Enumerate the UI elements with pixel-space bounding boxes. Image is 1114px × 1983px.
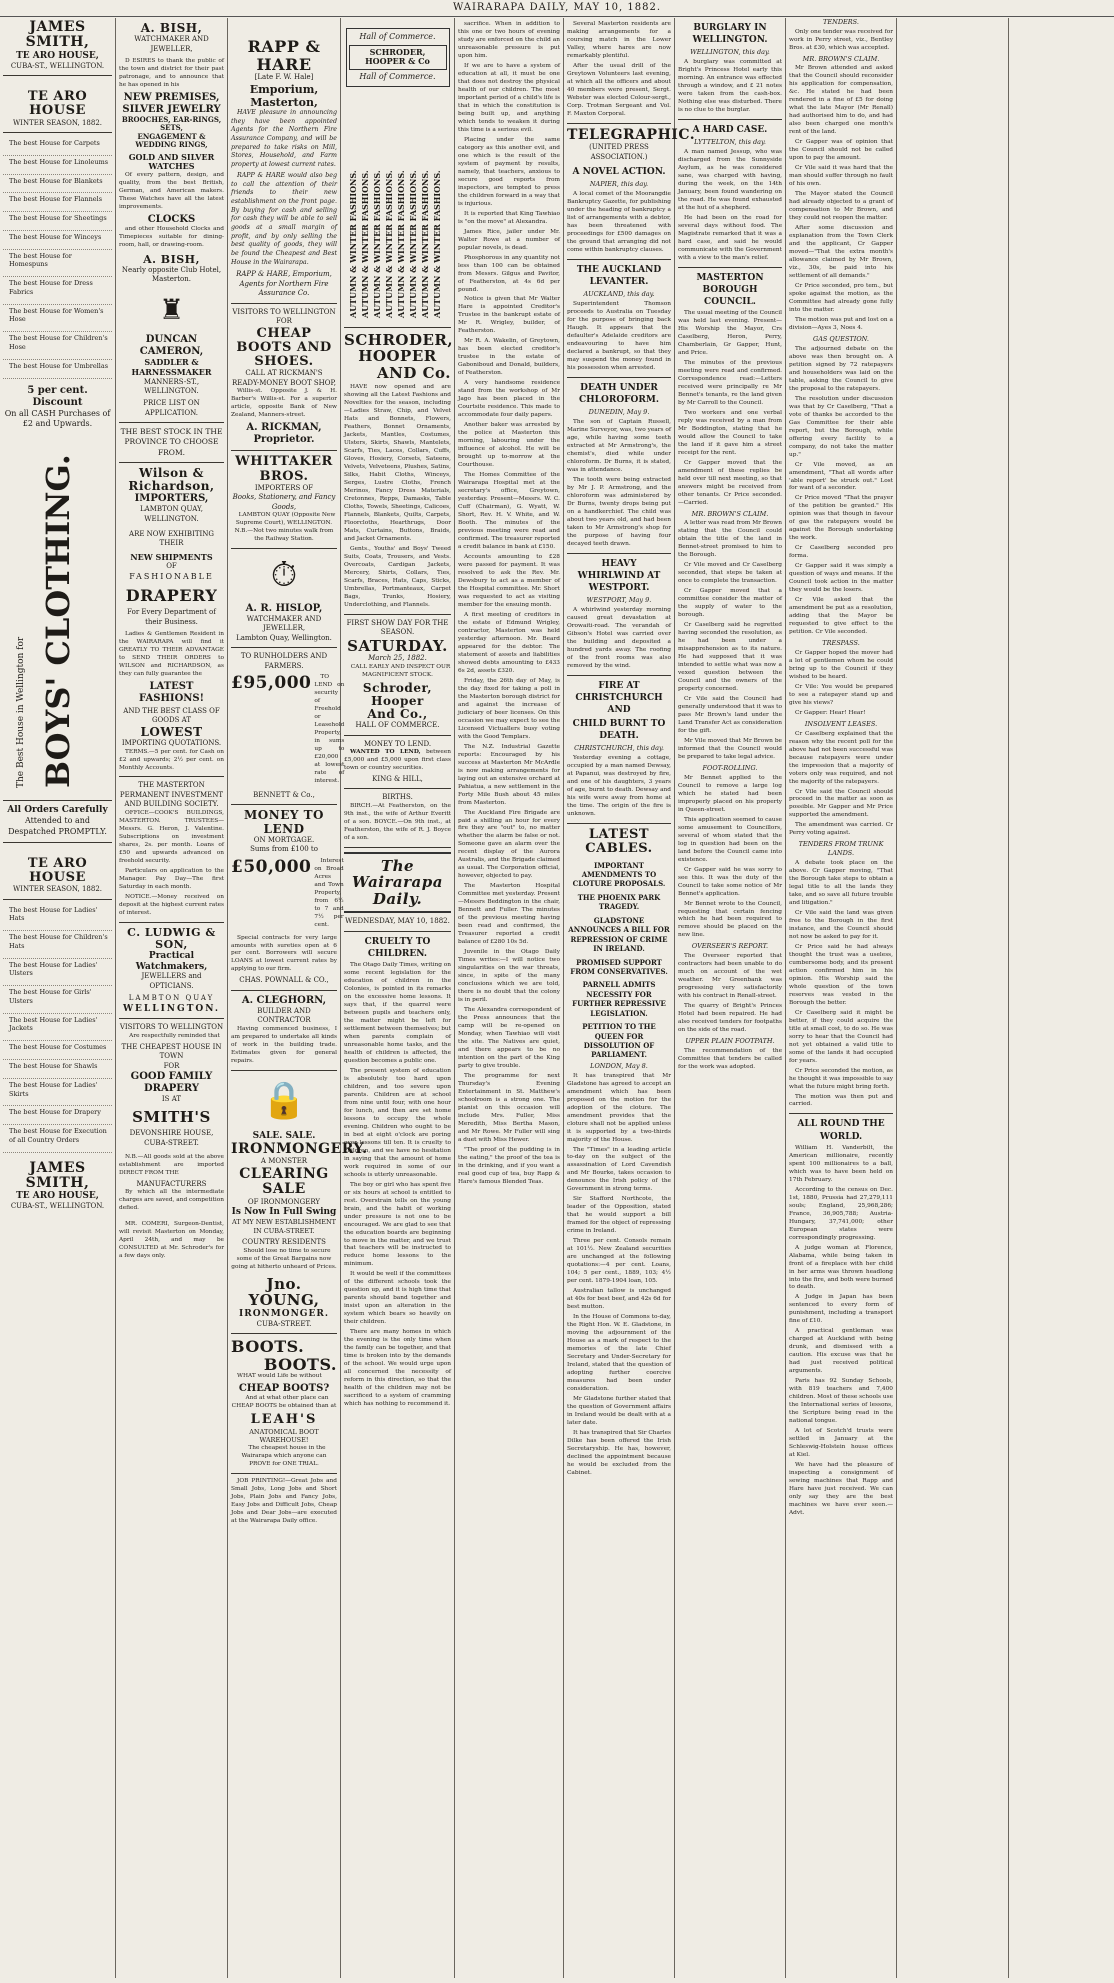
list-item: The best House for Homespuns (3, 250, 112, 278)
winter-season-2: WINTER SEASON, 1882. (12, 885, 103, 894)
overseer-report: OVERSEER'S REPORT. (691, 942, 769, 951)
every-dept: For Every Department of their Business. (127, 608, 216, 626)
westport: WESTPORT, May 9. (586, 595, 652, 604)
wanted-to-lend: WANTED TO LEND, (350, 749, 421, 756)
saddle-icon: ♜ (158, 292, 185, 326)
devonshire: DEVONSHIRE HOUSE, (129, 1129, 214, 1138)
builder: BUILDER AND CONTRACTOR (257, 1006, 311, 1025)
list-item: The best House for Carpets (3, 137, 112, 156)
mr-brown-claim: MR. BROWN'S CLAIM. (691, 509, 769, 518)
auckland-levanter: THE AUCKLAND LEVANTER. (576, 264, 662, 287)
hall-top: Hall of Commerce. (359, 32, 436, 41)
saddler-title: SADDLER & HARNESSMAKER (131, 357, 212, 377)
clearing-sale: CLEARING SALE (239, 1165, 329, 1198)
vertical-word: AUTUMN & WINTER FASHIONS. (360, 170, 370, 318)
discount-heading: 5 per cent. Discount (27, 384, 88, 408)
column-9 (897, 18, 1009, 1978)
list-item: The best House for Drapery (3, 1106, 112, 1125)
christchurch: CHRISTCHURCH, this day. (574, 744, 664, 753)
phoenix-park: THE PHOENIX PARK TRAGEDY. (577, 892, 661, 912)
smiths: SMITH'S (132, 1107, 211, 1126)
ironmongery: IRONMONGERY. (231, 1141, 368, 1158)
ironmonger: IRONMONGER. (239, 1308, 329, 1319)
upper-plain: UPPER PLAIN FOOTPATH. (685, 1037, 775, 1046)
now-exhibiting: ARE NOW EXHIBITING THEIR (129, 529, 214, 548)
gas-question: GAS QUESTION. (813, 334, 869, 343)
death-chloroform: DEATH UNDER CHLOROFORM. (579, 382, 659, 405)
jno-young: Jno. YOUNG, (248, 1274, 320, 1310)
and-co: AND Co. (377, 363, 451, 382)
is-at: IS AT (161, 1095, 182, 1104)
bennett: BENNETT & Co., (253, 790, 315, 799)
column-2: A. BISH, WATCHMAKER AND JEWELLER, D ESIRES to thank the public of the town and district for their past patronage, and to announce that he has opened in his NEW PREMISES, SILVER JEWELRY BROOCHES, EAR-RINGS, SETS, ENGAGEMENT & WEDDING RINGS, GOLD AND SILVER WATCHES Of every pattern, design, and quality, from the best British, German, and American makers. These Watches have all the latest improvements. CLOCKS and other Household Clocks and Timepieces suitable for dining-room, hall, or drawing-room. A. BISH, Nearly opposite Club Hotel, Masterton. ♜ DUNCAN CAMERON, SADDLER & HARNESSMAKER MANNERS-ST., WELLINGTON. PRICE LIST ON APPLICATION. THE BEST STOCK IN THE PROVINCE TO CHOOSE FROM. Wilson & Richardson, IMPORTERS, LAMBTON QUAY, WELLINGTON. ARE NOW EXHIBITING THEIR NEW SHIPMENTS OF FASHIONABLE DRAPERY For Every Department of their Business. Ladies & Gentlemen Resident in the WAIRARAPA will find it GREATLY TO THEIR ADVANTAGE to SEND THEIR ORDERS to WILSON and RICHARDSON, as they can fully guarantee the LATEST FASHIONS! AND THE BEST CLASS OF GOODS AT LOWEST IMPORTING QUOTATIONS. TERMS.—5 per cent. for Cash on £2 and upwards; 2½ per cent. on Monthly Accounts. THE MASTERTON PERMANENT INVESTMENT AND BUILDING SOCIETY. OFFICE—COOK'S BUILDINGS, MASTERTON. TRUSTEES—Messrs. G. Heron, J. Valentine. Subscriptions on investment shares, 2s. per month. Loans of £50 and upwards advanced on freehold security. Particulars on application to the Manager. Pay Day—The first Saturday in each month. NOTICE.—Money received on deposit at the highest current rates of interest. C. LUDWIG & SON, Practical Watchmakers, JEWELLERS and OPTICIANS. LAMBTON QUAY WELLINGTON. VISITORS TO WELLINGTON Are respectfully reminded that THE CHEAPEST HOUSE IN TOWN FOR GOOD FAMILY DRAPERY IS AT SMITH'S DEVONSHIRE HOUSE, CUBA-STREET. N.B.—All goods sold at the above establishment are imported DIRECT FROM THE MANUFACTURERS By which all the intermediate charges are saved, and competition defied. MR. COMERI, Surgeon-Dentist, will revisit Masterton on Monday, April 24th, and may be CONSULTED at Mr. Schroder's for a few days only. (116, 18, 228, 1978)
emporium: Emporium, Masterton, (249, 82, 319, 109)
duncan-title: DUNCAN CAMERON, (139, 334, 204, 358)
hall-of-commerce-logo (346, 28, 450, 87)
cheap-boots-q: CHEAP BOOTS? (238, 1383, 330, 1395)
importers-of: IMPORTERS OF (254, 483, 314, 492)
petition: PETITION TO THE QUEEN FOR DISSOLUTION OF PARLIAMENT. (582, 1022, 656, 1060)
latest-fashions: LATEST FASHIONS! (138, 681, 205, 705)
paper-date: WEDNESDAY, MAY 10, 1882. (345, 917, 450, 926)
boots-2: BOOTS. (263, 1354, 337, 1374)
novel-action: A NOVEL ACTION. (572, 167, 666, 178)
lowest: LOWEST (140, 724, 203, 739)
king-hill: KING & HILL, (372, 775, 423, 784)
vertical-word: AUTUMN & WINTER FASHIONS. (408, 170, 418, 318)
whittaker: WHITTAKER BROS. (235, 454, 333, 484)
runholders: TO RUNHOLDERS AND FARMERS. (240, 652, 328, 670)
saturday: SATURDAY. (347, 636, 448, 655)
column-4: Hall of Commerce. SCHRODER, HOOPER & Co Hall of Commerce. AUTUMN & WINTER FASHIONS. AUTUMN & WINTER FASHIONS. AUTUMN & WINTER FASHIONS. AUTUMN & WINTER FASHIONS. AUTUMN & WINTER FASHIONS. AUTUMN & WINTER FASHIONS. AUTUMN & WINTER FASHIONS. AUTUMN & WINTER FASHIONS. SCHRODER, HOOPER AND Co. HAVE now opened and are showing all the Latest Fashions and Novelties for the season, including—Ladies Straw, Chip, and Velvet Hats and Bonnets, Flowers, Feathers, Bonnet Ornaments, Jackets, Mantles, Costumes, Ulsters, Skirts, Shawls, Mantelets, Scarfs, Ties, Laces, Collars, Cuffs, Gloves, Hosiery, Corsets, Sateens, Velvets, Velveteens, Plushes, Satins, Silks, Habit Cloths, Winceys, Serges, Lustre Cloths, French Merinos, Fancy Dress Materials, Cretonnes, Repps, Damasks, Table Cloths, Towels, Sheetings, Calicoes, Flannels, Blankets, Quilts, Carpets, Floorcloths, Hearthrugs, Door Mats, Curtains, Buttons, Braids, and Jacket Ornaments. Gents., Youths' and Boys' Tweed Suits, Coats, Trousers, and Vests. Overcoats, Cardigan Jackets, Mercery, Shirts, Collars, Ties, Scarfs, Braces, Hats, Caps, Sticks, Umbrellas, Portmanteaux, Carpet Bags, Trunks, Hosiery, Underclothing, and Flannels. FIRST SHOW DAY FOR THE SEASON. SATURDAY. March 25, 1882. CALL EARLY AND INSPECT OUR MAGNIFICENT STOCK. Schroder, Hooper And Co., HALL OF COMMERCE. MONEY TO LEND. WANTED TO LEND, between £5,000 and £5,000 upon first class town or country securities. KING & HILL, BIRTHS. BIRCH.—At Featherston, on the 9th inst., the wife of Arthur Everitt of a son. BOYCE.—On 9th inst., at Featherston, the wife of R. J. Boyce of a son. The Wairarapa Daily. WEDNESDAY, MAY 10, 1882. CRUELTY TO CHILDREN. The Otago Daily Times, writing on some recent legislation for the education of children in the Colonies, is pointed in its remarks on the excessive home lessons. It says that, if the quarrel were between pupils and teachers only, the matter might be left for settlement between themselves; but when parents complain of unreasonable home tasks, and the health of children is affected, the question becomes a public one. The present system of education is absolutely too hard upon children, and too severe upon parents. Children are at school from nine until four, with one hour for lunch, and then are set home lessons to occupy the whole evening. Children who ought to be in bed at eight o'clock are poring over lessons till ten. It is cruelty to children, and we have no hesitation in saying that the amount of home work required in some of our schools is utterly unreasonable. The boy or girl who has spent five or six hours at school is entitled to rest. Overstrain tells on the young brain, and the habit of working under pressure is not one to be encouraged. We are glad to see that the education boards are beginning to move in the matter, and we trust that teachers will be instructed to reduce home lessons to the minimum. It would be well if the committees of the different schools took the question up, and it is high time that parents should band together and insist upon an alteration in the system which bears so heavily on their children. There are many homes in which the evening is the only time when the family can be together, and that time is broken into by the demands of the school. We would urge upon all concerned the necessity of reform in this direction, so that the health of the children may not be sacrificed to a system of cramming which has nothing to recommend it. (341, 18, 455, 1978)
show-date: March 25, 1882. (368, 654, 427, 663)
on-mortgage: ON MORTGAGE. (253, 835, 315, 844)
vertical-word: AUTUMN & WINTER FASHIONS. (432, 170, 442, 318)
price-list: PRICE LIST ON APPLICATION. (143, 399, 200, 417)
practical: Practical Watchmakers, (135, 950, 208, 972)
money-95: £95,000 (231, 673, 312, 694)
masthead: WAIRARAPA DAILY, MAY 10, 1882. (0, 0, 1114, 17)
paper-title: The Wairarapa Daily. (344, 852, 451, 914)
napier: NAPIER, this day. (589, 180, 649, 189)
te-aro-title-2: TE ARO HOUSE, (16, 1191, 99, 1202)
hislop-sub: WATCHMAKER AND JEWELLER, (246, 615, 322, 633)
jewellers: JEWELLERS and OPTICIANS. (141, 972, 202, 990)
for-word: FOR (163, 1061, 180, 1070)
fire-christchurch: FIRE AT CHRISTCHURCH AND (575, 680, 663, 715)
tenders: TENDERS. (823, 18, 859, 26)
list-item: The best House for Children's Hose (3, 332, 112, 360)
parnell: PARNELL ADMITS NECESSITY FOR FURTHER REPRESSIVE LEGISLATION. (572, 980, 666, 1018)
manufacturers: MANUFACTURERS (136, 1179, 207, 1188)
of-ironmongery: OF IRONMONGERY (247, 1197, 321, 1206)
births: BIRTHS. (382, 793, 413, 802)
vertical-word: AUTUMN & WINTER FASHIONS. (396, 170, 406, 318)
latest-cables: LATEST CABLES. (585, 826, 653, 857)
list-item: The best House for Ladies' Skirts (3, 1079, 112, 1107)
drapery: DRAPERY (125, 585, 218, 605)
winter-season: WINTER SEASON, 1882. (12, 118, 103, 127)
bish-address: Nearly opposite Club Hotel, Masterton. (121, 265, 222, 284)
list-item: The best House for Linoleums (3, 156, 112, 175)
bish-title-2: A. BISH, (143, 252, 200, 266)
cruelty-headline: CRUELTY TO CHILDREN. (364, 936, 431, 959)
sale-sale: SALE. SALE. (252, 1131, 316, 1142)
address: CUBA-ST., WELLINGTON. (10, 61, 105, 70)
london: LONDON, May 8. (590, 1061, 648, 1070)
importing: IMPORTING QUOTATIONS. (121, 739, 222, 748)
boots-1: BOOTS. (231, 1337, 305, 1357)
lyttelton: LYTTELTON, this day. (694, 138, 766, 147)
cheap-boots: CHEAP BOOTS AND SHOES. (236, 325, 332, 370)
ludwig-title: C. LUDWIG & SON, (127, 925, 216, 951)
list-item: The best House for Shawls (3, 1060, 112, 1079)
money-50: £50,000 (231, 856, 312, 877)
list-item: The best House for Costumes (3, 1041, 112, 1060)
books: Books, Stationery, and Fancy Goods, (232, 493, 336, 511)
burglary: BURGLARY IN WELLINGTON. (692, 23, 768, 46)
discount-text: On all CASH Purchases of £2 and Upwards. (4, 408, 111, 429)
brooches: BROOCHES, EAR-RINGS, SETS, (121, 115, 222, 133)
vertical-text-2: BOYS' CLOTHING. (39, 454, 77, 789)
wellington-this-day: WELLINGTON, this day. (690, 48, 770, 57)
best-stock: THE BEST STOCK IN THE PROVINCE TO CHOOSE FROM. (120, 427, 223, 457)
list-item: The best House for Ladies' Jackets (3, 1014, 112, 1042)
vertical-word: AUTUMN & WINTER FASHIONS. (348, 170, 358, 318)
vertical-word: AUTUMN & WINTER FASHIONS. (372, 170, 382, 318)
loan-50: £50,000 Interest on Broad Acres and Town Property, from 6½ to 7 and 7½ per cent. (231, 856, 344, 928)
column-7: BURGLARY IN WELLINGTON. WELLINGTON, this day. A burglary was committed at Bright's Princess Hotel early this morning. An entrance was effected through a window, and £ 21 notes were taken from the cash-box. Nothing else was disturbed. There is no clue to the burglar. A HARD CASE. LYTTELTON, this day. A man named Jessup, who was discharged from the Sunnyside Asylum, as he was considered sane, was charged with having, during the week, on the 14th January, been found wandering on the road. He was found exhausted at the hut of a shepherd. He had been on the road for several days without food. The Magistrate remarked that it was a hard case, and said he would communicate with the Government with a view to the man's relief. MASTERTON BOROUGH COUNCIL. The usual meeting of the Council was held last evening. Present—His Worship the Mayor, Crs Caselberg, Heron, Perry, Chamberlain, Gr Gapper, Hunt, and Price. The minutes of the previous meeting were read and confirmed. Correspondence read:—Letters received were principally re Mr Bennet's tenants, re the land given by Mr Carroll to the Council. Two workers and one verbal reply was received by a man from Mr Boddington, stating that he would allow the Council to take the land if it gave him a street receipt for the rent. Cr Gapper moved that the amendment of these replies be held over till next meeting, so that answers might be received from other tenants. Cr Price seconded.—Carried. MR. BROWN'S CLAIM. A letter was read from Mr Brown stating that the Council could obtain the title of the land in Bennet-street promised to him to the Borough. Cr Vile moved and Cr Caselberg seconded, that steps be taken at once to complete the transaction. Cr Gapper moved that a committee consider the matter of the supply of water to the borough. Cr Caselberg said he regretted having seconded the resolution, as he had been under a misapprehension as to its nature. He had supposed that it was intended to settle what was now a vexed question between the Council and the owners of the property concerned. Cr Vile said the Council had generally understood that it was to pass Mr Brown's land under the Land Transfer Act as consideration for the gift. Mr Vile moved that Mr Brown be informed that the Council would be prepared to take legal advice. FOOT-ROLLING. Mr Bennet applied to the Council to remove a large log which he stated had been improperly placed on his property in Queen-street. This application seemed to cause some amusement to Councillors, several of whom stated that the log in question had been on the land before the Council came into existence. Cr Gapper said he was sorry to see this. It was the duty of the Council to take some notice of Mr Bennet's application. Mr Bennet wrote to the Council, requesting that certain fencing which he had been required to remove should be placed on the new line. OVERSEER'S REPORT. The Overseer reported that contractors had been unable to do much on account of the wet weather. Mr Greenbank was progressing very satisfactorily with his contract in Renall-street. The quarry of Bright's Princes Hotel had been repaired. He had also received tenders for footpaths on the side of the road. UPPER PLAIN FOOTPATH. The recommendation of the Committee that tenders be called for the work was adopted. (675, 18, 786, 1978)
fashionable: FASHIONABLE (129, 571, 214, 581)
telegraphic: TELEGRAPHIC. (567, 126, 696, 143)
and-co-2: And Co., (367, 707, 428, 721)
wilson-title: Wilson & Richardson, (128, 465, 215, 493)
column-8: TENDERS. Only one tender was received for work in Perry street, viz., Bentley Bros. at £30, which was accepted. MR. BROWN'S CLAIM. Mr Brown attended and asked that the Council should reconsider his application for compensation, &c. He stated he had been rendered in a fine of £5 for doing what the late Mayor (Mr Renall) had authorised him to do, and had also been charged one month's rent of the land. Cr Gapper was of opinion that the Council should not be called upon to pay the amount. Cr Vile said it was hard that the man should suffer through no fault of his own. The Mayor stated the Council had already objected to a grant of compensation to Mr Brown, and they could not reopen the matter. After some discussion and explanation from the Town Clerk and the applicant, Cr Gapper moved—"That the extra month's allowance claimed by Mr Brown, viz., 30s, be paid into his settlement of all demands." Cr Price seconded, pro tem., but spoke against the motion, as the Committee had already gone fully into the matter. The motion was put and lost on a division—Ayes 3, Noes 4. GAS QUESTION. The adjourned debate on the above was then brought on. A petition signed by 72 ratepayers and householders was laid on the table, asking the Council to give the proposal to the ratepayers. The resolution under discussion was that by Cr Caselberg, "That a vote of thanks be accorded to the Gas Committee for their able report, but the Borough, while offering every facility to a company, do not take the matter up." Cr Vile moved, as an amendment, "That all words after 'able report' be struck out." Lost for want of a seconder. Cr Price moved "That the prayer of the petition be granted." His opinion was that though in favour of gas the ratepayers would be against the Borough undertaking the work. Cr Caselberg seconded pro forma. Cr Gapper said it was simply a question of ways and means. If the Council took action in the matter they would be the losers. Cr Vile asked that the amendment be put as a resolution, adding that the Mayor be requested to give effect to the petition. Cr Vile seconded. TRESPASS. Cr Gapper hoped the mover had a lot of gentlemen whom he could bring up to the Council if they wished to be heard. Cr Vile: You would be prepared to see a ratepayer stand up and give his views? Cr Gapper: Hear! Hear! INSOLVENT LEASES. Cr Caselberg explained that the reason why the recent poll for the above had not been successful was because ratepayers were under the impression that a majority of voters only was required, and not the majority of the ratepayers. Cr Vile said the Council should proceed in the matter as soon as possible. Mr Gapper and Mr Price supported the amendment. The amendment was carried. Cr Perry voting against. TENDERS FROM TRUNK LANDS. A debate took place on the above. Cr Gapper moving, "That the Borough take steps to obtain a legal title to all the lands they take, and so save all future trouble and litigation." Cr Vile said the land was given free to the Borough in the first instance, and the Council should not now be asked to pay for it. Cr Price said he had always thought the trust was a useless, cumbersome body, and its present action confirmed him in his opinion. His Worship said the whole question of the town reserves was vested in the Borough the better. Cr Caselberg said it might be better, if they could acquire the title at small cost, to do so. He was sorry to hear that the Council had not yet obtained a valid title to some of the lands it had occupied for years. Cr Price seconded the motion, as he thought it was impossible to say what the future might bring forth. The motion was then put and carried. ALL ROUND THE WORLD. William H. Vanderbilt, the American millionaire, recently spent 100 millionaires to a ball, which was to have been held on 17th February. According to the census on Dec. 1st, 1880, Prussia had 27,279,111 souls; England, 25,968,286; France, 36,905,788; Austria-Hungary, 37,741,000; other European states were correspondingly progressing. A judge woman at Florence, Alabama, while being taken in front of a fireplace with her child in her arms was thrown headlong into the fire, and both were burned to death. A Judge in Japan has been sentenced to every form of punishment, including a transport fine of £10. A practical gentleman was charged at Auckland with being drunk, and dismissed with a caution. His excuse was that he had just received political arguments. Paris has 92 Sunday Schools, with 819 teachers and 7,400 children. Most of these schools use the International series of lessons, the Scripture being read in the national tongue. A lot of Scotch'd trusts were settled in January at the Schleswig-Holstein house offices at Kiel. We have had the pleasure of inspecting a consignment of sewing machines that Rapp and Hare have just received. We can only say they are the best machines we have ever seen.—Advt. (786, 18, 897, 1978)
late-hale: [Late F. W. Hale] (254, 73, 314, 82)
gold-silver-watches: GOLD AND SILVER WATCHES (128, 151, 215, 172)
leahs: LEAH'S (250, 1412, 318, 1428)
list-item: The best House for Winceys (3, 231, 112, 250)
money-to-lend-4: MONEY TO LEND. (363, 739, 432, 748)
clocks: CLOCKS (147, 213, 196, 225)
list-item: The best House for Children's Hats (3, 931, 112, 959)
gladstone-bill: GLADSTONE ANNOUNCES A BILL FOR REPRESSION OF CRIME IN IRELAND. (568, 915, 670, 954)
rickman: CALL AT RICKMAN'S READY-MONEY BOOT SHOP, (231, 369, 337, 387)
silver-jewelry: SILVER JEWELRY (122, 104, 221, 115)
address-2: CUBA-ST., WELLINGTON. (10, 1202, 105, 1211)
loan-95: £95,000 TO LEND on security of Freehold or Leasehold Property, in sums up to £20,000 at lowest rate of interest. (231, 673, 345, 784)
column-5: sacrifice. When in addition to this one or two hours of evening study are enforced on the child an unreasonable pressure is put upon him. If we are to have a system of education at all, it must be one that does not destroy the physical health of our children. The most important period of a child's life is that in which the constitution is being built up, and anything which tends to weaken it during this time is a serious evil. Placing under the same category as this another evil, and one which is the result of the system of payment by results, namely, that teachers, anxious to secure good reports from inspectors, are tempted to press the children forward in a way that is injurious. It is reported that King Tawhiao is "on the move" at Alexandra. James Rice, jailer under Mr. Walter Rowe at a number of popular novels, is dead. Phosphorous in any quantity not less than 100 can be obtained from Messrs. Gilgus and Pavitor, of Featherston, at 4s 6d per pound. Notice is given that Mr Walter Hare is appointed Creditor's Trustee in the bankrupt estate of Mr R. Wrigley, builder, of Featherston. Mr R. A. Wakelin, of Greytown, has been elected creditor's trustee in the estate of Gaboniboud and Donald, builders, of Featherston. A very handsome residence stand from the workshop of Mr Jago has been placed in the Courtsite residence. This made to accommodate four daily papers. Another baker was arrested by the police at Masterton this morning, labouring under the influence of alcohol. He will be brought up to-morrow at the Courthouse. The Homes Committee of the Wairarapa Hospital met at the secretary's office, Greytown, yesterday. Present—Messrs. W. C. Cuff (Chairman), G. Wyatt, W. Short, Rev. H. V. White, and W. Booth. The minutes of the previous meeting were read and confirmed. The treasurer reported a credit balance in bank at £150. Accounts amounting to £28 were passed for payment. It was resolved to ask the Rev. Mr. Dewsbury to act as a member of the Hospital committee. Mr. Short was requested to act as visiting member for the ensuing month. A first meeting of creditors in the estate of Edmund Wrigley, contractor, Masterton was held yesterday afternoon. Mr. Beard appeared for the debtor. The statement of assets and liabilities showed debts amounting to £433 6s 2d, assets £320. Friday, the 26th day of May, is the day fixed for taking a poll in the Masterton borough district for and against the increase of judiciary of beer licenses. On this occasion we may expect to see the Licensed Victuallers busy voting with the Good Templars. The N.Z. Industrial Gazette reports: Encouraged by his success at Masterton Mr McArdle is now making arrangements for laying out an extensive orchard at Pahiatua, a new settlement in the Forty Mile Bush about 45 miles from Masterton. The Auckland Fire Brigade are paid a shilling an hour for every fire they are "out" to, no matter whether the alarm be false or not. Someone gave an alarm over the recent display of the Aurora Australis, and the Brigade claimed as usual. The Corporation official, however, objected to pay. The Masterton Hospital Committee met yesterday. Present—Messrs Beddington in the chair, Bennett and Fuller. The minutes of the previous meeting having been read and confirmed, the Treasurer reported a credit balance of £280 10s 5d. Juvenile in the Otago Daily Times writes:—I will notice two singularities on the war threats, since, in spite of the many conclusions which we are told, there is no doubt that the colony is in peril. The Alexandra correspondent of the Press announces that the camp will be re-opened on Monday, when Tawhiao will visit the site. The Natives are quiet, and there appears to be no intention on the part of the King party to give trouble. The programme for next Thursday's Evening Entertainment in St. Matthew's schoolroom is a strong one. The pianist on this occasion will include Mrs. Fuller, Miss Meredith, Miss Bertha Mason, and Mr Rowe. Mr Fuller will sing a duet with Miss Hewer. "The proof of the pudding is in the eating," the proof of the tea is in the drinking, and if you want a real good cup of tea, buy Rapp & Hare's famous Blended Teas. (455, 18, 564, 1978)
list-item: The best House for Umbrellas (3, 360, 112, 379)
vertical-text-1: The Best House in Wellington for (16, 636, 26, 789)
first-show: FIRST SHOW DAY FOR THE SEASON. (346, 618, 449, 637)
te-aro-house-heading-2: TE ARO HOUSE (27, 855, 88, 885)
hard-case: A HARD CASE. (692, 124, 768, 135)
column-10 (1009, 18, 1114, 1978)
te-aro-title: TE ARO HOUSE, (16, 50, 99, 61)
bish-title: A. BISH, (140, 21, 203, 35)
anatomical: ANATOMICAL BOOT WAREHOUSE! (249, 1427, 319, 1445)
united-press: (UNITED PRESS ASSOCIATION.) (589, 143, 649, 161)
vertical-fashions (344, 93, 451, 323)
list-item: The best House for Ladies' Hats (3, 904, 112, 932)
all-round-world: ALL ROUND THE WORLD. (797, 1119, 885, 1142)
country-residents: COUNTRY RESIDENTS (242, 1238, 326, 1247)
trespass: TRESPASS. (822, 639, 860, 648)
monster: A MONSTER (260, 1157, 308, 1166)
rapp-title: RAPP & HARE (247, 37, 321, 74)
column-3: RAPP & HARE [Late F. W. Hale] Emporium, Masterton, HAVE pleasure in announcing they have been appointed Agents for the Northern Fire Assurance Company, and will be prepared to take risks on Mill, Stores, Household, and Farm property at lowest current rates. RAPP & HARE would also beg to call the attention of their friends to their new establishment on the front page. By buying for cash and selling for cash they will be able to sell goods at a small margin of profit, and by only selling the best quality of goods, they will be found the Cheapest and Best House in the Wairarapa. RAPP & HARE, Emporium, Agents for Northern Fire Assurance Co. VISITORS TO WELLINGTON FOR CHEAP BOOTS AND SHOES. CALL AT RICKMAN'S READY-MONEY BOOT SHOP, Willis-st. Opposite J. & H. Barber's Willis-st. For a superior article, opposite Bank of New Zealand, Manners-street. A. RICKMAN, Proprietor. WHITTAKER BROS. IMPORTERS OF Books, Stationery, and Fancy Goods, LAMBTON QUAY (Opposite New Supreme Court), WELLINGTON. N.B.—Not two minutes walk from the Railway Station. ⏱ A. R. HISLOP, WATCHMAKER AND JEWELLER, Lambton Quay, Wellington. TO RUNHOLDERS AND FARMERS. £95,000 TO LEND on security of Freehold or Leasehold Property, in sums up to £20,000 at lowest rate of interest. BENNETT & Co., MONEY TO LEND ON MORTGAGE. Sums from £100 to £50,000 Interest on Broad Acres and Town Property, from 6½ to 7 and 7½ per cent. Special contracts for very large amounts with sureties open at 6 per cent. Borrowers will secure LOANS at lowest current rates by applying to our firm. CHAS. POWNALL & CO., A. CLEGHORN, BUILDER AND CONTRACTOR Having commenced business, I am prepared to undertake all kinds of work in the building trade. Estimates given for general repairs. 🔒 SALE. SALE. IRONMONGERY. A MONSTER CLEARING SALE OF IRONMONGERY Is Now In Full Swing AT MY NEW ESTABLISHMENT IN CUBA-STREET. COUNTRY RESIDENTS Should lose no time to secure some of the Great Bargains now going at hitherto unheard of Prices. Jno. YOUNG, IRONMONGER. CUBA-STREET. BOOTS. BOOTS. WHAT would Life be without CHEAP BOOTS? And at what other place can CHEAP BOOTS be obtained than at LEAH'S ANATOMICAL BOOT WAREHOUSE! The cheapest house in the Wairarapa which anyone can PROVE for ONE TRIAL. JOB PRINTING!—Great Jobs and Small Jobs, Long Jobs and Short Jobs, Plain Jobs and Fancy Jobs, Easy Jobs and Difficult Jobs, Cheap Jobs and Dear Jobs—are executed at the Wairarapa Daily office. (228, 18, 341, 1978)
good-family: GOOD FAMILY DRAPERY (130, 1071, 213, 1095)
visitors-for: VISITORS TO WELLINGTON FOR (232, 307, 336, 326)
amendments: IMPORTANT AMENDMENTS TO CLOTURE PROPOSALS. (572, 860, 666, 889)
cleghorn: A. CLEGHORN, (241, 994, 327, 1006)
importers: IMPORTERS, (134, 493, 209, 505)
te-aro-house-heading: TE ARO HOUSE (27, 89, 88, 119)
visitors: VISITORS TO WELLINGTON (119, 1023, 224, 1032)
list-item: The best House for Flannels (3, 193, 112, 212)
lambton-2: LAMBTON QUAY (128, 994, 215, 1003)
wellington: WELLINGTON. (122, 1003, 221, 1014)
schroder: SCHRODER, (344, 330, 454, 349)
cuba-street-3: CUBA-STREET. (256, 1319, 312, 1328)
hislop: A. R. HISLOP, (245, 603, 323, 614)
schroder-logo: SCHRODER, HOOPER & Co (349, 45, 447, 70)
vertical-word: AUTUMN & WINTER FASHIONS. (384, 170, 394, 318)
money-to-lend: MONEY TO LEND (244, 808, 324, 836)
column-6: Several Masterton residents are making arrangements for a coursing match in the Lower Valley, where hares are now remarkably plentiful. After the usual drill of the Greytown Volunteers last evening, at which all the officers and about 40 members were present, Sergt. Webster was elected Colour-sergt., Corp. Trotman Sergeant and Vol. F. Maxton Corporal. TELEGRAPHIC. (UNITED PRESS ASSOCIATION.) A NOVEL ACTION. NAPIER, this day. A local comet of the Moorangdie Bankruptcy Gazette, for publishing under the heading of bankruptcy a list of arrangements with a debtor, has been threatened with proceedings for £500 damages on the ground that arranging did not come within bankruptcy clauses. THE AUCKLAND LEVANTER. AUCKLAND, this day. Superintendent Thomson proceeds to Australia on Tuesday for the purpose of bringing back Haugh. It appears that the defaulter's Adelaide creditors are endeavouring to have him declared a bankrupt, so that they may suspend the money found in his possession when arrested. DEATH UNDER CHLOROFORM. DUNEDIN, May 9. The son of Captain Russell, Marine Surveyor, was, two years of age, while having some teeth extracted at Mr Armstrong's, the chemist's, died while under chloroform. Dr Burns, it is stated, was in attendance. The tooth were being extracted by Mr J. P. Armstrong, and the chloroform was administered by Dr Burns, twenty drops being put on a handkerchief. The child was about two years old, and had been taken to Mr Armstrong's shop for the purpose of having four decayed teeth drawn. HEAVY WHIRLWIND AT WESTPORT. WESTPORT, May 9. A whirlwind yesterday morning caused great devastation at Orowaiti-road. The verandah of Gibson's Hotel was carried over the building and deposited a hundred yards away. The roofing of the front rooms was also removed by the wind. FIRE AT CHRISTCHURCH AND CHILD BURNT TO DEATH. CHRISTCHURCH, this day. Yesterday evening a cottage, occupied by a man named Dewsay, at Papanui, was destroyed by fire, and one of his daughters, 3 years of age, burnt to death. Dewsay and his wife were away from home at the time. The origin of the fire is unknown. LATEST CABLES. IMPORTANT AMENDMENTS TO CLOTURE PROPOSALS. THE PHOENIX PARK TRAGEDY. GLADSTONE ANNOUNCES A BILL FOR REPRESSION OF CRIME IN IRELAND. PROMISED SUPPORT FROM CONSERVATIVES. PARNELL ADMITS NECESSITY FOR FURTHER REPRESSIVE LEGISLATION. PETITION TO THE QUEEN FOR DISSOLUTION OF PARLIAMENT. LONDON, May 8. It has transpired that Mr Gladstone has agreed to accept an amendment which has been proposed on the motion for the adoption of the cloture. The amendment provides that the cloture shall not be applied unless it is supported by a two-thirds majority of the House. The "Times" in a leading article to-day on the subject of the assassination of Lord Cavendish and Mr Bourke, takes occasion to denounce the Irish policy of the Government in strong terms. Sir Stafford Northcote, the leader of the Opposition, stated that he would support a bill framed for the object of repressing crime in Ireland. Three per cent. Consols remain at 101½. New Zealand securities are unchanged at the following quotations:—4 per cent. Loans, 104; 5 per cent., 1889, 103; 4½ per cent. 1879-1904 loan, 105. Australian tallow is unchanged at 40s for best beef, and 42s 6d for best mutton. In the House of Commons to-day, the Right Hon. W. E. Gladstone, in moving the adjournment of the House as a mark of respect to the memories of the late Chief Secretary and Under-Secretary for Ireland, stated that the question of adopting further coercive measures had been under consideration. Mr Gladstone further stated that the question of Government affairs in Ireland would be dealt with at a later date. It has transpired that Sir Charles Dilke has been offered the Irish Secretaryship. He has, however, declined the appointment because he would be excluded from the Cabinet. (564, 18, 675, 1978)
lambton: LAMBTON QUAY, WELLINGTON. (140, 505, 203, 523)
insolvent-leases: INSOLVENT LEASES. (804, 719, 878, 728)
hooper: HOOPER (358, 347, 437, 366)
foot-rolling: FOOT-ROLLING. (702, 763, 758, 772)
cuba-street: CUBA-STREET. (144, 1138, 199, 1147)
vertical-ad (3, 436, 112, 796)
schroder-hooper-2: Schroder, Hooper (362, 680, 433, 708)
list-item: The best House for Sheetings (3, 212, 112, 231)
dunedin: DUNEDIN, May 9. (588, 408, 650, 417)
auckland: AUCKLAND, this day. (583, 290, 655, 299)
pownall: CHAS. POWNALL & CO., (239, 976, 329, 985)
james-smith-title: JAMES SMITH, (25, 19, 90, 51)
hall-of-commerce: HALL OF COMMERCE. (355, 721, 440, 730)
of-word: OF (166, 562, 177, 571)
lock-icon: 🔒 (261, 1079, 307, 1121)
manners-address: MANNERS-ST., WELLINGTON. (143, 377, 200, 396)
list-item: The best House for Execution of all Country Orders (3, 1125, 112, 1153)
column-5-lead: sacrifice. When in addition to this one or two hours of evening study are enforced on the child an unreasonable pressure is put upon him. (458, 21, 560, 59)
list-item: The best House for Women's Hose (3, 305, 112, 333)
hislop-addr: Lambton Quay, Wellington. (236, 633, 332, 642)
list-item: The best House for Blankets (3, 175, 112, 194)
list-item: The best House for Ladies' Ulsters (3, 959, 112, 987)
engagement: ENGAGEMENT & WEDDING RINGS, (135, 131, 208, 150)
new-shipments: NEW SHIPMENTS (130, 551, 213, 562)
heavy-whirlwind: HEAVY WHIRLWIND AT WESTPORT. (577, 558, 661, 593)
child-burnt: CHILD BURNT TO DEATH. (572, 719, 666, 742)
watch-icon: ⏱ (270, 555, 298, 596)
masterton-borough: MASTERTON BOROUGH COUNCIL. (696, 272, 764, 307)
hall-bottom: Hall of Commerce. (359, 71, 436, 81)
mr-brown-claim-2: MR. BROWN'S CLAIM. (802, 54, 880, 63)
bish-sub: WATCHMAKER AND JEWELLER, (134, 35, 209, 53)
column-1 (0, 18, 116, 1978)
rickman-proprietor: A. RICKMAN, Proprietor. (246, 422, 322, 446)
cheapest: THE CHEAPEST HOUSE IN TOWN (121, 1042, 222, 1061)
new-premises: NEW PREMISES, (123, 92, 220, 103)
new-establishment: AT MY NEW ESTABLISHMENT IN CUBA-STREET. (231, 1217, 336, 1235)
vertical-word: AUTUMN & WINTER FASHIONS. (420, 170, 430, 318)
full-swing: Is Now In Full Swing (231, 1207, 337, 1218)
orders-text: Attended to and Despatched PROMPTLY. (8, 815, 107, 836)
masterton-perm: THE MASTERTON PERMANENT INVESTMENT AND BUILDING SOCIETY. (119, 781, 224, 809)
list-item: The best House for Dress Fabrics (3, 277, 112, 305)
orders-heading: All Orders Carefully (7, 805, 108, 816)
james-smith-title-2: JAMES SMITH, (25, 1159, 90, 1191)
promised-support: PROMISED SUPPORT FROM CONSERVATIVES. (570, 957, 668, 976)
tenders-trunk: TENDERS FROM TRUNK LANDS. (798, 840, 884, 858)
list-item: The best House for Girls' Ulsters (3, 986, 112, 1014)
